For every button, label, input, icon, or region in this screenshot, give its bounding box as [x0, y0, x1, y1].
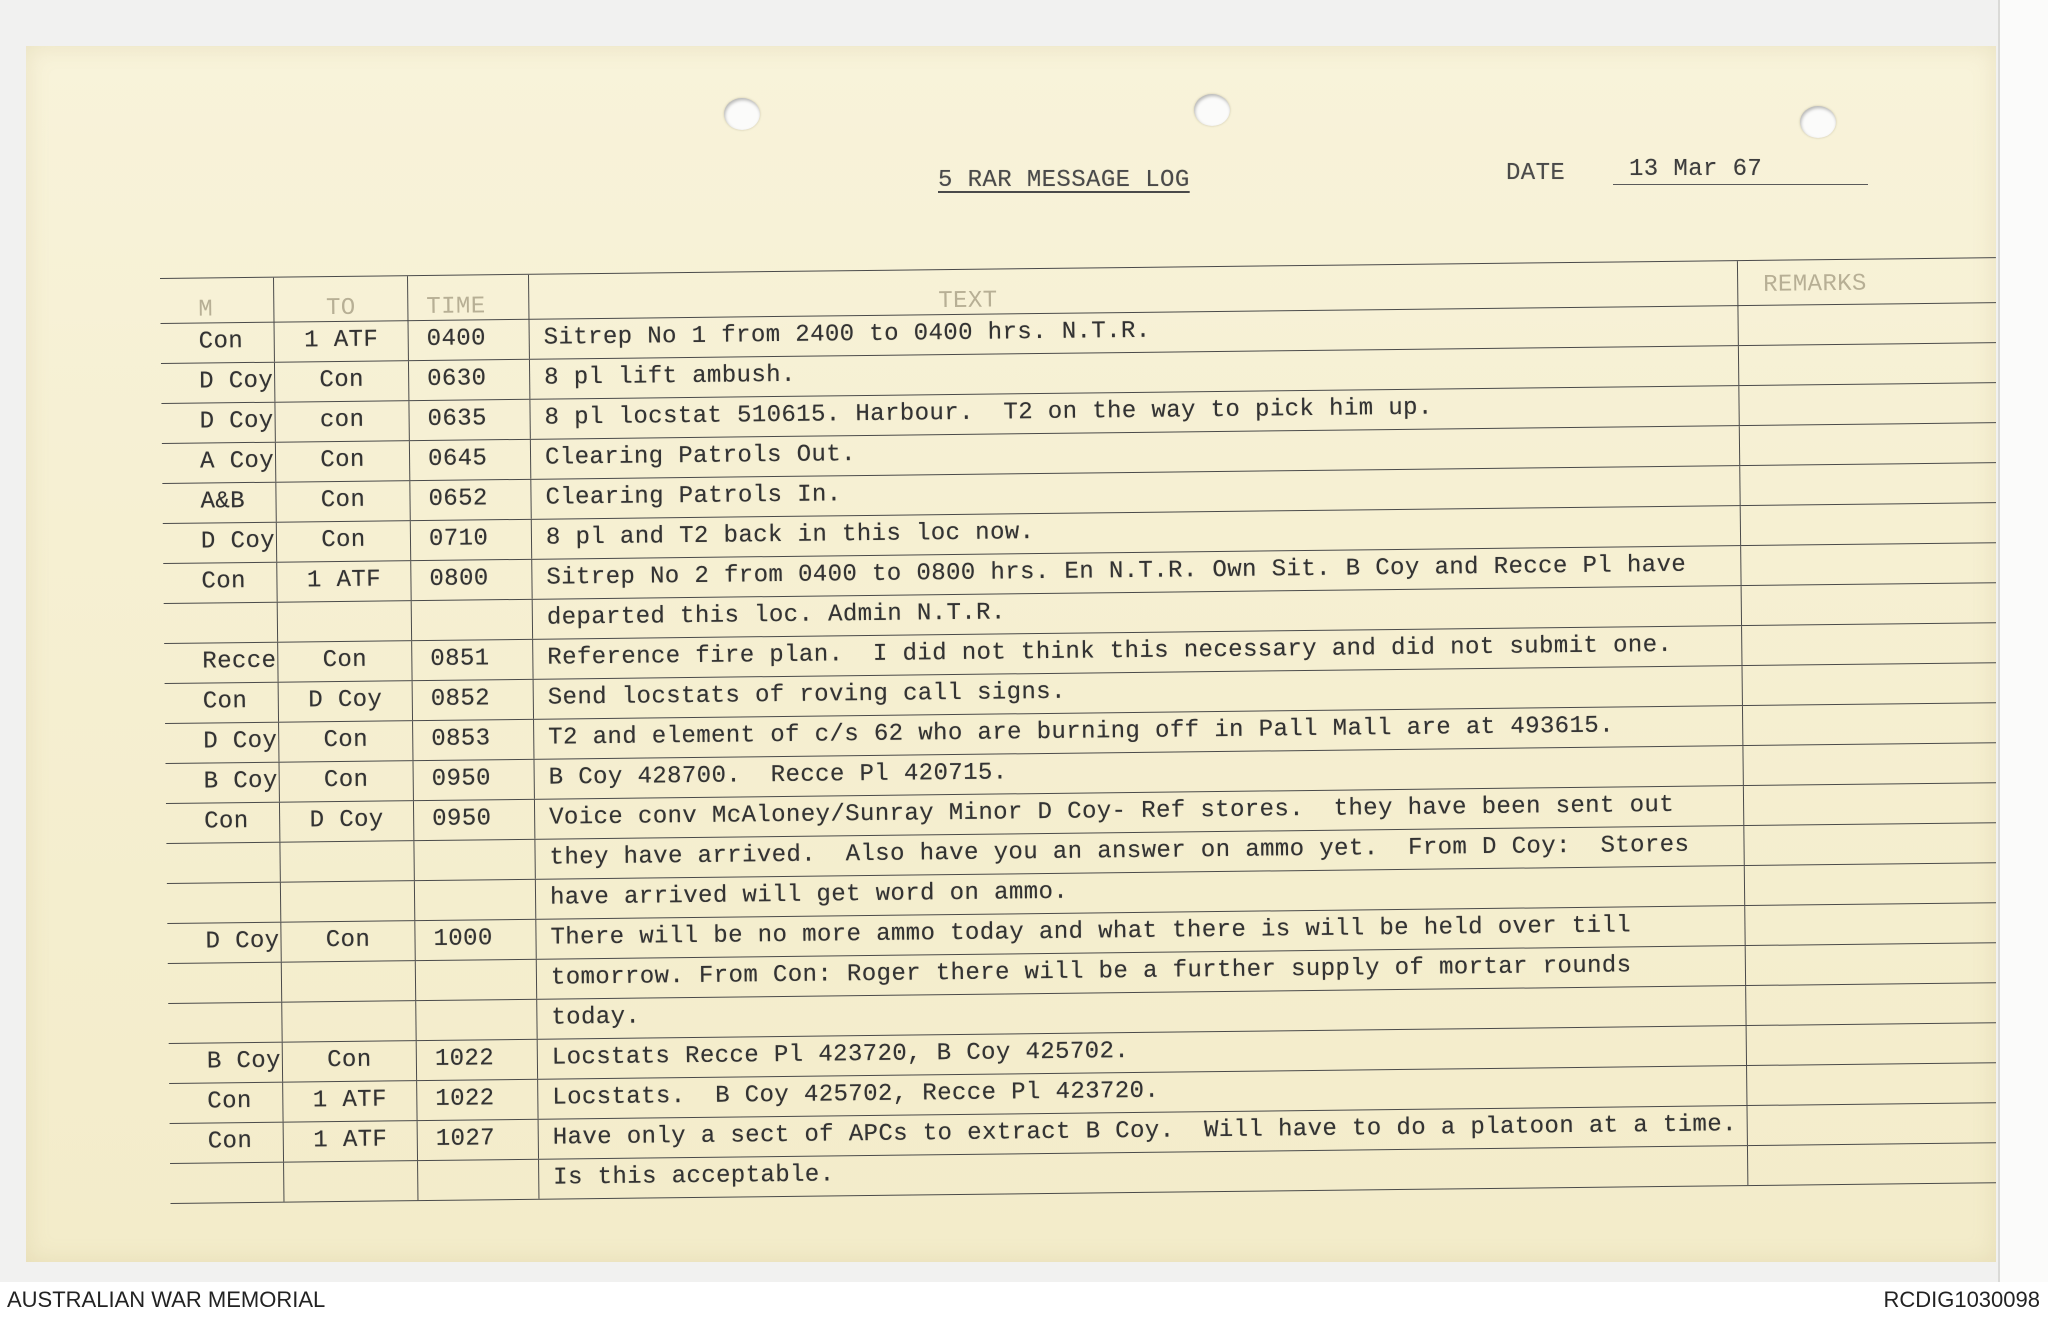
remarks-cell — [1747, 1103, 1996, 1145]
date-underline — [1613, 184, 1868, 185]
to-cell: D Coy — [279, 681, 413, 722]
header-text: TEXT — [529, 261, 1738, 321]
remarks-cell — [1745, 863, 1996, 905]
time-cell: 0652 — [410, 480, 531, 520]
to-cell: Con — [281, 921, 415, 962]
message-text-cell: Send locstats of roving call signs. — [534, 666, 1743, 719]
remarks-cell — [1742, 583, 1996, 625]
to-cell: Con — [278, 641, 412, 682]
time-cell: 0400 — [409, 320, 530, 360]
remarks-cell — [1742, 623, 1996, 665]
from-cell: D Coy — [163, 523, 277, 563]
time-cell: 0645 — [410, 440, 531, 480]
time-cell — [416, 960, 537, 1000]
archive-item-id: RCDIG1030098 — [1883, 1287, 2040, 1312]
from-cell: Con — [166, 803, 280, 843]
remarks-cell — [1748, 1143, 1996, 1185]
message-text-cell: Voice conv McAloney/Sunray Minor D Coy- Ref stores. they have been sent out — [535, 786, 1744, 839]
from-cell: D Coy — [165, 723, 279, 763]
message-text-cell: Locstats Recce Pl 423720, B Coy 425702. — [538, 1026, 1747, 1079]
message-text-cell: 8 pl and T2 back in this loc now. — [532, 506, 1741, 559]
time-cell — [414, 840, 535, 880]
time-cell: 1022 — [417, 1040, 538, 1080]
message-text-cell: Have only a sect of APCs to extract B Coy. Will have to do a platoon at a time. — [539, 1106, 1748, 1159]
from-cell: D Coy — [167, 923, 281, 963]
to-cell: D Coy — [280, 801, 414, 842]
from-cell: B Coy — [169, 1043, 283, 1083]
message-text-cell: departed this loc. Admin N.T.R. — [533, 586, 1742, 639]
table-body — [161, 303, 1996, 1204]
header-to: TO — [274, 276, 409, 324]
time-cell: 0800 — [411, 560, 532, 600]
time-cell: 0950 — [414, 800, 535, 840]
time-cell: 1027 — [418, 1120, 539, 1160]
to-cell: 1 ATF — [284, 1121, 418, 1162]
time-cell: 0852 — [413, 680, 534, 720]
time-cell: 1000 — [415, 920, 536, 960]
message-text-cell: Is this acceptable. — [539, 1146, 1748, 1199]
remarks-cell — [1738, 303, 1996, 345]
remarks-cell — [1740, 463, 1996, 505]
from-cell: Con — [169, 1083, 283, 1123]
message-text-cell: There will be no more ammo today and what there is will be held over till — [536, 906, 1745, 959]
from-cell: Recce — [164, 643, 278, 683]
message-text-cell: Locstats. B Coy 425702, Recce Pl 423720. — [538, 1066, 1747, 1119]
punch-hole — [1800, 106, 1836, 138]
header-time: TIME — [408, 275, 530, 322]
message-text-cell: 8 pl locstat 510615. Harbour. T2 on the way to pick him up. — [530, 386, 1739, 439]
time-cell — [416, 1000, 537, 1040]
from-cell: Con — [165, 683, 279, 723]
to-cell: Con — [276, 481, 410, 522]
time-cell: 0853 — [413, 720, 534, 760]
date-value: 13 Mar 67 — [1629, 156, 1763, 183]
to-cell: 1 ATF — [283, 1081, 417, 1122]
from-cell — [164, 603, 278, 643]
time-cell: 0630 — [409, 360, 530, 400]
punch-hole — [724, 98, 760, 130]
remarks-cell — [1747, 1063, 1996, 1105]
from-cell — [170, 1163, 284, 1203]
from-cell: Con — [161, 323, 275, 363]
remarks-cell — [1745, 903, 1996, 945]
message-text-cell: tomorrow. From Con: Roger there will be a further supply of mortar rounds — [537, 946, 1746, 999]
message-text-cell: today. — [537, 986, 1746, 1039]
remarks-cell — [1739, 343, 1996, 385]
from-cell — [167, 883, 281, 923]
from-cell: B Coy — [166, 763, 280, 803]
from-cell — [168, 1003, 282, 1043]
remarks-cell — [1743, 663, 1996, 705]
time-cell — [412, 600, 533, 640]
remarks-cell — [1744, 783, 1996, 825]
remarks-cell — [1743, 743, 1996, 785]
remarks-cell — [1741, 503, 1996, 545]
time-cell: 0950 — [413, 760, 534, 800]
remarks-cell — [1740, 423, 1996, 465]
time-cell: 0851 — [412, 640, 533, 680]
message-log-sheet — [26, 46, 1996, 1262]
from-cell: D Coy — [161, 363, 275, 403]
punch-hole — [1194, 94, 1230, 126]
remarks-cell — [1741, 543, 1996, 585]
to-cell: Con — [275, 361, 409, 402]
message-text-cell: Reference fire plan. I did not think this necessary and did not submit one. — [533, 626, 1742, 679]
message-text-cell: Clearing Patrols Out. — [531, 426, 1740, 479]
time-cell: 1022 — [417, 1080, 538, 1120]
remarks-cell — [1746, 943, 1996, 985]
message-text-cell: 8 pl lift ambush. — [530, 346, 1739, 399]
message-text-cell: T2 and element of c/s 62 who are burning off in Pall Mall are at 493615. — [534, 706, 1743, 759]
time-cell — [418, 1160, 539, 1200]
from-cell: Con — [170, 1123, 284, 1163]
header-remarks: REMARKS — [1763, 270, 1867, 299]
to-cell: Con — [283, 1041, 417, 1082]
message-log-table — [160, 257, 1996, 1204]
remarks-cell — [1743, 703, 1996, 745]
from-cell — [166, 843, 280, 883]
from-cell: D Coy — [161, 403, 275, 443]
to-cell — [282, 961, 416, 1002]
time-cell: 0635 — [409, 400, 530, 440]
from-cell: Con — [163, 563, 277, 603]
to-cell — [280, 841, 414, 882]
to-cell: 1 ATF — [277, 561, 411, 602]
date-label: DATE — [1506, 160, 1566, 187]
to-cell: Con — [277, 521, 411, 562]
message-text-cell: B Coy 428700. Recce Pl 420715. — [534, 746, 1743, 799]
to-cell — [282, 1001, 416, 1042]
to-cell: Con — [280, 761, 414, 802]
to-cell — [281, 881, 415, 922]
message-text-cell: Sitrep No 1 from 2400 to 0400 hrs. N.T.R. — [529, 306, 1738, 359]
to-cell — [284, 1161, 418, 1202]
message-text-cell: they have arrived. Also have you an answer on ammo yet. From D Coy: Stores — [535, 826, 1744, 879]
message-text-cell: Sitrep No 2 from 0400 to 0800 hrs. En N.T.R. Own Sit. B Coy and Recce Pl have — [532, 546, 1741, 599]
document-title: 5 RAR MESSAGE LOG — [938, 167, 1190, 194]
to-cell: 1 ATF — [275, 321, 409, 362]
remarks-cell — [1747, 1023, 1996, 1065]
time-cell — [415, 880, 536, 920]
to-cell: Con — [279, 721, 413, 762]
message-text-cell: Clearing Patrols In. — [531, 466, 1740, 519]
from-cell: A&B — [162, 483, 276, 523]
remarks-cell — [1739, 383, 1996, 425]
from-cell — [168, 963, 282, 1003]
to-cell — [278, 601, 412, 642]
header-from: M — [160, 278, 275, 325]
to-cell: Con — [276, 441, 410, 482]
remarks-cell — [1744, 823, 1996, 865]
to-cell: con — [275, 401, 409, 442]
from-cell: A Coy — [162, 443, 276, 483]
scan-margin-strip — [1998, 0, 2048, 1282]
archive-credit: AUSTRALIAN WAR MEMORIAL — [7, 1287, 326, 1312]
remarks-cell — [1746, 983, 1996, 1025]
time-cell: 0710 — [411, 520, 532, 560]
message-text-cell: have arrived will get word on ammo. — [536, 866, 1745, 919]
